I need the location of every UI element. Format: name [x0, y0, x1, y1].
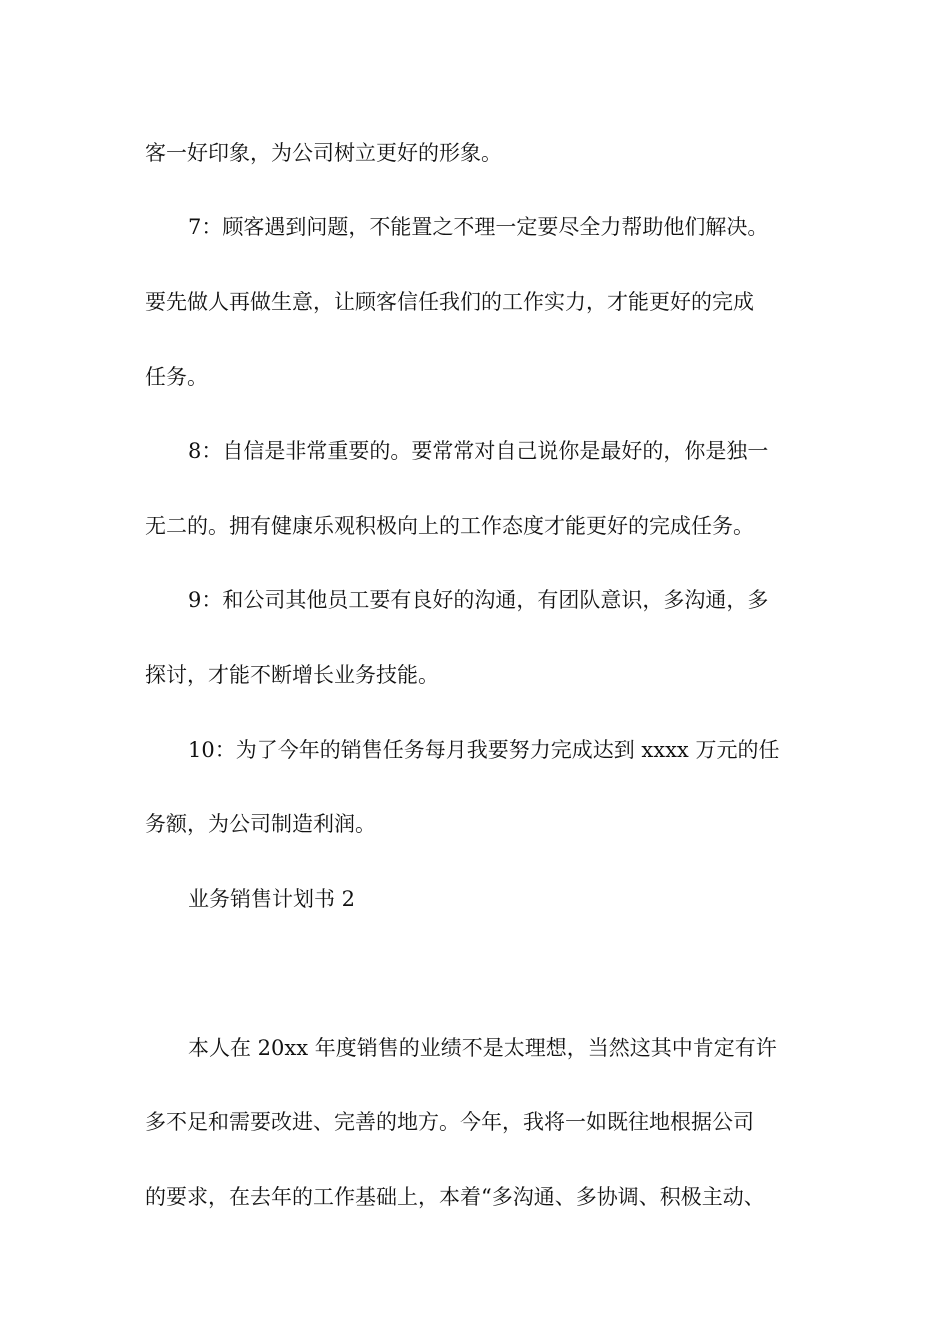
paragraph-line: 10：为了今年的销售任务每月我要努力完成达到 xxxx 万元的任 — [188, 738, 780, 762]
paragraph-line: 探讨，才能不断增长业务技能。 — [145, 663, 439, 687]
paragraph-line: 务额，为公司制造利润。 — [145, 812, 376, 836]
paragraph-line: 要先做人再做生意，让顾客信任我们的工作实力，才能更好的完成 — [145, 290, 754, 314]
paragraph-line: 9：和公司其他员工要有良好的沟通，有团队意识，多沟通，多 — [188, 588, 769, 612]
paragraph-line: 无二的。拥有健康乐观积极向上的工作态度才能更好的完成任务。 — [145, 514, 754, 538]
paragraph-line: 客一好印象，为公司树立更好的形象。 — [145, 141, 502, 165]
paragraph-line: 本人在 20xx 年度销售的业绩不是太理想，当然这其中肯定有许 — [188, 1036, 777, 1060]
paragraph-line: 任务。 — [145, 365, 208, 389]
paragraph-line: 多不足和需要改进、完善的地方。今年，我将一如既往地根据公司 — [145, 1110, 754, 1134]
section-heading: 业务销售计划书 2 — [188, 887, 356, 911]
paragraph-line: 的要求，在去年的工作基础上，本着“多沟通、多协调、积极主动、 — [145, 1185, 765, 1209]
paragraph-line: 8：自信是非常重要的。要常常对自己说你是最好的，你是独一 — [188, 439, 769, 463]
paragraph-line: 7：顾客遇到问题，不能置之不理一定要尽全力帮助他们解决。 — [188, 215, 769, 239]
